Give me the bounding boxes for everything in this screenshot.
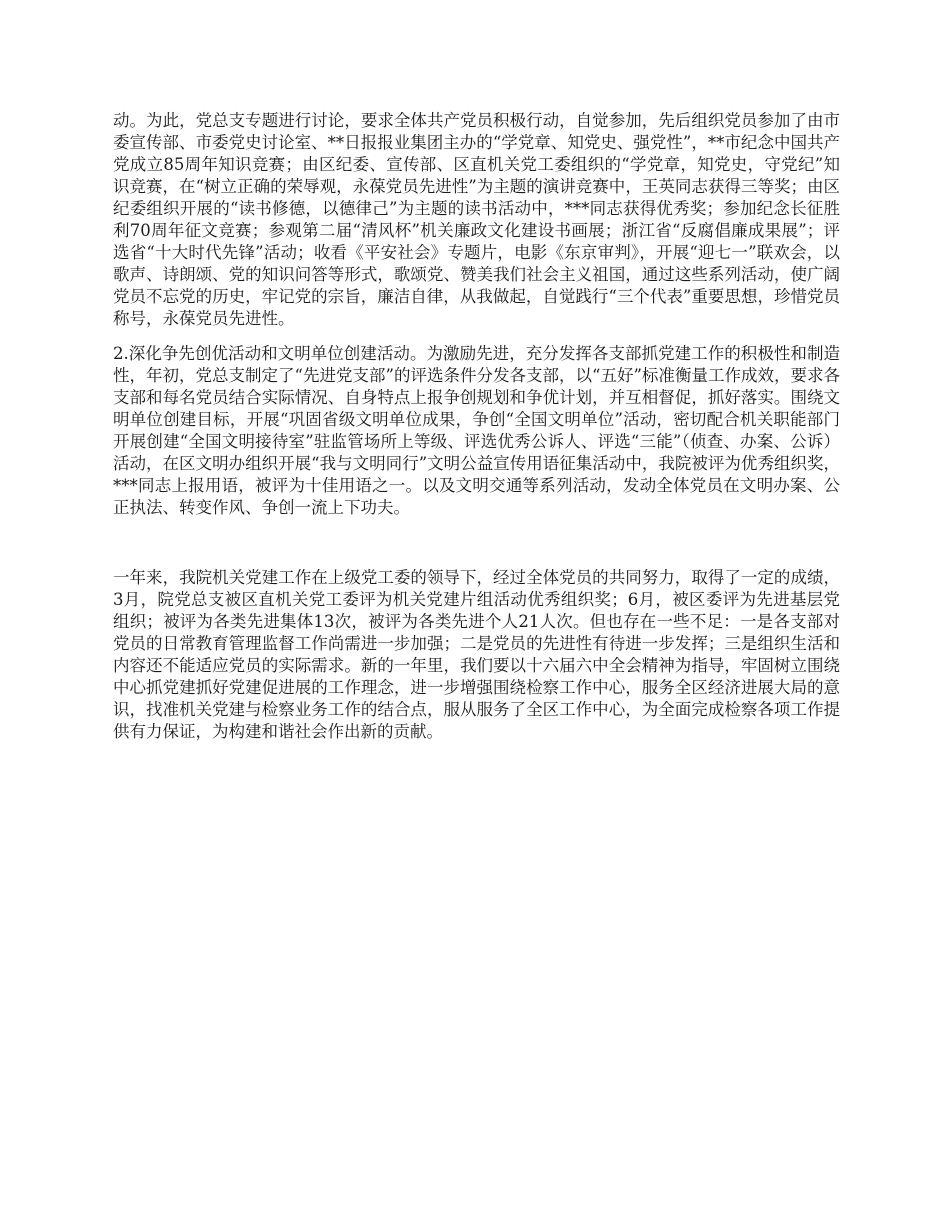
paragraph-activities: 动。为此，党总支专题进行讨论，要求全体共产党员积极行动，自觉参加，先后组织党员参加了由市委宣传部、市委党史讨论室、**日报报业集团主办的“学党章、知党史、强党性”，**市纪念中国共产党成立85周年知识竞赛；由区纪委、宣传部、区直机关党工委组织的“学党章，知党史，守党纪”知识竞赛，在“树立正确的荣辱观，永葆党员先进性”为主题的演讲竞赛中，王英同志获得三等奖；由区纪委组织开展的“读书修德，以德律己”为主题的读书活动中，***同志获得优秀奖；参加纪念长征胜利70周年征文竞赛；参观第二届“清风杯”机关廉政文化建设书画展；浙江省“反腐倡廉成果展”；评选省“十大时代先锋”活动；收看《平安社会》专题片，电影《东京审判》，开展“迎七一”联欢会，以歌声、诗朗颂、党的知识问答等形式，歌颂党、赞美我们社会主义祖国，通过这些系列活动，使广阔党员不忘党的历史，牢记党的宗旨，廉洁自律，从我做起，自觉践行“三个代表”重要思想，珍惜党员称号，永葆党员先进性。 [113,111,840,328]
paragraph-annual-summary: 一年来，我院机关党建工作在上级党工委的领导下，经过全体党员的共同努力，取得了一定的成绩，3月，院党总支被区直机关党工委评为机关党建片组活动优秀组织奖；6月，被区委评为先进基层党组织；被评为各类先进集体13次，被评为各类先进个人21人次。但也存在一些不足：一是各支部对党员的日常教育管理监督工作尚需进一步加强；二是党员的先进性有待进一步发挥；三是组织生活和内容还不能适应党员的实际需求。新的一年里，我们要以十六届六中全会精神为指导，牢固树立围绕中心抓党建抓好党建促进展的工作理念，进一步增强围绕检察工作中心，服务全区经济进展大局的意识，找准机关党建与检察业务工作的结合点，服从服务了全区工作中心，为全面完成检察各项工作提供有力保证，为构建和谐社会作出新的贡献。 [113,568,840,741]
paragraph-civilization-campaign: 2.深化争先创优活动和文明单位创建活动。为激励先进，充分发挥各支部抓党建工作的积极性和制造性，年初，党总支制定了“先进党支部”的评选条件分发各支部，以“五好”标准衡量工作成效，要求各支部和每名党员结合实际情况、自身特点上报争创规划和争优计划，并互相督促，抓好落实。围绕文明单位创建目标，开展“巩固省级文明单位成果，争创“全国文明单位”活动，密切配合机关职能部门开展创建“全国文明接待室”驻监管场所上等级、评选优秀公诉人、评选“三能”（侦查、办案、公诉）活动，在区文明办组织开展“我与文明同行”文明公益宣传用语征集活动中，我院被评为优秀组织奖，***同志上报用语，被评为十佳用语之一。以及文明交通等系列活动，发动全体党员在文明办案、公正执法、转变作风、争创一流上下功夫。 [113,344,840,517]
document-body [113,110,840,743]
